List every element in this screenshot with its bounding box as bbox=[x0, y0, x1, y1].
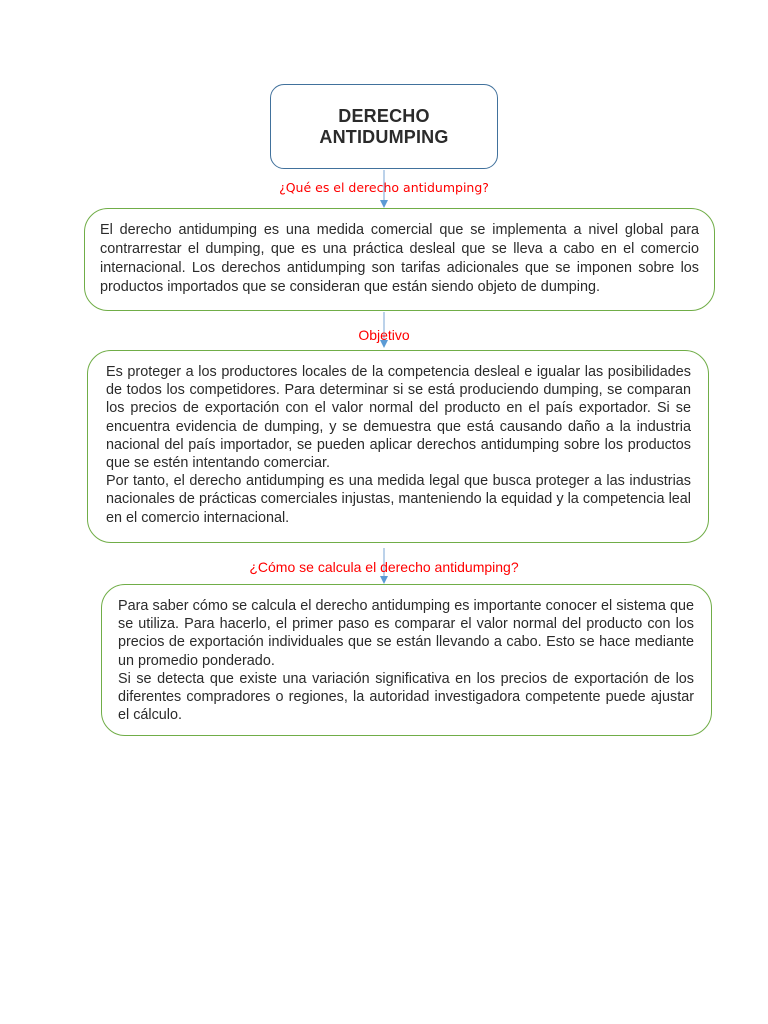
objective-box bbox=[87, 350, 709, 543]
definition-text: El derecho antidumping es una medida comercial que se implementa a nivel global para contrarrestar el dumping, que es una práctica desleal que se lleva a cabo en el comercio internacional. Los derechos antidumping son tarifas adicionales que se imponen sobre los productos importados que se consideran que están siendo objeto de dumping. bbox=[100, 222, 699, 295]
title-box bbox=[270, 84, 498, 169]
diagram-title bbox=[319, 106, 448, 148]
calculation-text-2: Si se detecta que existe una variación significativa en los precios de exportación de los diferentes compradores o regiones, la autoridad investigadora competente puede ajustar el cálculo. bbox=[118, 670, 694, 724]
question-label-2: Objetivo bbox=[358, 327, 410, 343]
calculation-text-1: Para saber cómo se calcula el derecho antidumping es importante conocer el sistema que se utiliza. Para hacerlo, el primer paso es comparar el valor normal del producto con los precios de exportación individuales que se están llevando a cabo. Esto se hace mediante un promedio ponderado. bbox=[118, 598, 694, 669]
objective-text-2: Por tanto, el derecho antidumping es una medida legal que busca proteger a las industrias nacionales de prácticas comerciales injustas, manteniendo la equidad y la competencia leal en el comercio internacional. bbox=[106, 473, 691, 526]
title-line-1: DERECHO bbox=[338, 105, 430, 126]
question-label-1: ¿Qué es el derecho antidumping? bbox=[279, 180, 489, 195]
question-label-3: ¿Cómo se calcula el derecho antidumping? bbox=[249, 559, 519, 575]
calculation-box bbox=[101, 584, 712, 736]
title-line-2: ANTIDUMPING bbox=[319, 126, 449, 147]
objective-text-1: Es proteger a los productores locales de la competencia desleal e igualar las posibilidades de todos los competidores. Para determinar si se está produciendo dumping, se comparan los precios de exportación con el valor normal del producto en el país exportador. Si se encuentra evidencia de dumping, y se demuestra que está causando daño a la industria nacional del país importador, se pueden aplicar derechos antidumping sobre los productos que se estén intentando comerciar. bbox=[106, 364, 691, 472]
definition-box bbox=[84, 208, 715, 311]
